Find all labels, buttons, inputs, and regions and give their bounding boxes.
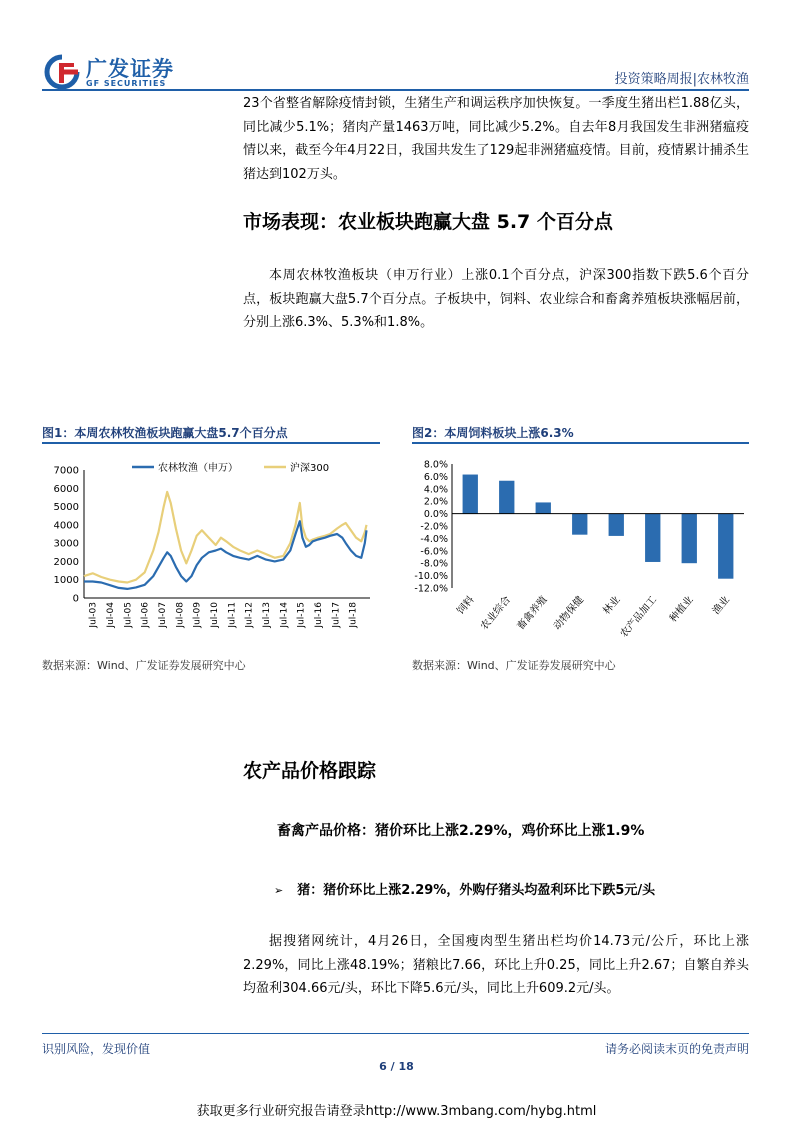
bar-5 [645, 514, 660, 562]
x-tick-label-2: Jul-05 [123, 602, 134, 628]
bar-4 [609, 514, 624, 536]
x-tick-label-4: Jul-07 [158, 602, 168, 628]
subsector-bar-chart [412, 450, 749, 650]
y-tick-label-3: 2.0% [423, 496, 448, 508]
footer-disclaimer: 请务必阅读末页的免责声明 [604, 1042, 749, 1056]
bar-6 [682, 514, 697, 564]
category-label-4: 林业 [601, 594, 623, 617]
x-tick-label-5: Jul-08 [175, 602, 186, 628]
pig-price-paragraph: 据搜猪网统计，4月26日，全国瘦肉型生猪出栏均价14.73元/公斤，环比上涨2.29%，同比上涨48.19%；猪粮比7.66，环比上升0.25，同比上升2.67；自繁自养头均盈利304.66元/头，环比下降5.6元/头，同比上升609.2元/头。 [243, 934, 749, 996]
report-type-label: 投资策略周报|农林牧渔 [614, 72, 749, 87]
x-tick-label-1: Jul-04 [106, 602, 116, 628]
company-logo [42, 52, 182, 92]
bar-0 [463, 475, 478, 514]
category-label-5: 农产品加工 [618, 594, 660, 640]
logo-chinese-name: 广发证券 [86, 57, 174, 81]
index-line-chart [42, 450, 380, 650]
figure2-title: 图2：本周饲料板块上涨6.3% [412, 426, 574, 440]
y-tick-label-0: 0 [72, 593, 79, 605]
y-tick-label-6: 6000 [53, 483, 79, 495]
more-reports-link[interactable]: 获取更多行业研究报告请登录http://www.3mbang.com/hybg.html [196, 1104, 597, 1119]
livestock-price-heading: 畜禽产品价格：猪价环比上涨2.29%，鸡价环比上涨1.9% [277, 823, 645, 839]
intro-paragraph: 23个省整省解除疫情封锁，生猪生产和调运秩序加快恢复。一季度生猪出栏1.88亿头，同比减少5.1%；猪肉产量1463万吨，同比减少5.2%。自去年8月我国发生非洲猪瘟疫情以来，截至今年4月22日，我国共发生了129起非洲猪瘟疫情。目前，疫情累计捕杀生猪达到102万头。 [243, 96, 749, 182]
x-tick-label-15: Jul-18 [348, 602, 359, 628]
category-label-0: 饲料 [455, 594, 477, 617]
legend-label-1: 沪深300 [290, 463, 330, 474]
header-divider [42, 89, 749, 91]
y-tick-label-9: -10.0% [414, 571, 448, 583]
y-tick-label-6: -4.0% [420, 533, 448, 545]
bar-2 [536, 502, 551, 513]
figure2-divider [412, 442, 749, 444]
bar-3 [572, 514, 587, 535]
category-label-7: 渔业 [710, 594, 733, 617]
x-tick-label-3: Jul-06 [140, 602, 151, 628]
bullet-arrow-icon: ➢ [274, 884, 284, 897]
x-tick-label-6: Jul-09 [192, 602, 203, 628]
y-tick-label-0: 8.0% [423, 459, 448, 471]
logo-english-name: GF SECURITIES [86, 79, 167, 88]
y-tick-label-3: 3000 [53, 538, 79, 550]
x-tick-label-14: Jul-17 [331, 602, 342, 628]
footer-slogan: 识别风险，发现价值 [42, 1042, 151, 1056]
figure1-title: 图1：本周农林牧渔板块跑赢大盘5.7个百分点 [42, 426, 288, 440]
x-tick-label-11: Jul-14 [279, 602, 290, 628]
legend-label-0: 农林牧渔（申万） [158, 463, 238, 474]
pig-heading-text: 猪：猪价环比上涨2.29%，外购仔猪头均盈利环比下跌5元/头 [297, 883, 656, 898]
x-tick-label-13: Jul-16 [314, 602, 324, 628]
y-tick-label-8: -8.0% [420, 558, 448, 570]
y-tick-label-10: -12.0% [414, 583, 448, 595]
x-tick-label-7: Jul-10 [210, 602, 220, 628]
bar-1 [499, 481, 514, 514]
figure1-divider [42, 442, 380, 444]
figure1-source: 数据来源：Wind、广发证券发展研究中心 [42, 659, 246, 672]
category-label-3: 动物保健 [551, 594, 587, 633]
x-tick-label-8: Jul-11 [227, 602, 238, 628]
price-section-heading: 农产品价格跟踪 [243, 760, 377, 782]
x-tick-label-0: Jul-03 [88, 602, 99, 628]
category-label-6: 种植业 [667, 594, 696, 625]
gf-logo-icon [42, 54, 82, 90]
x-tick-label-12: Jul-15 [296, 602, 307, 628]
x-tick-label-9: Jul-12 [244, 602, 255, 628]
category-label-1: 农业综合 [478, 594, 514, 633]
market-section-heading: 市场表现：农业板块跑赢大盘 5.7 个百分点 [243, 211, 613, 233]
y-tick-label-1: 6.0% [423, 471, 448, 483]
y-tick-label-7: -6.0% [420, 546, 448, 558]
y-tick-label-2: 4.0% [423, 484, 448, 496]
market-paragraph: 本周农林牧渔板块（申万行业）上涨0.1个百分点，沪深300指数下跌5.6个百分点，板块跑赢大盘5.7个百分点。子板块中，饲料、农业综合和畜禽养殖板块涨幅居前，分别上涨6.3%、5.3%和1.8%。 [243, 268, 749, 330]
y-tick-label-5: 5000 [53, 502, 79, 514]
pig-price-heading [274, 879, 655, 898]
y-tick-label-5: -2.0% [420, 521, 448, 533]
series-line-0 [84, 521, 367, 589]
y-tick-label-4: 0.0% [423, 509, 448, 521]
y-tick-label-7: 7000 [53, 465, 79, 477]
x-tick-label-10: Jul-13 [262, 602, 272, 628]
category-label-2: 畜禽养殖 [515, 594, 550, 633]
bar-7 [718, 514, 733, 579]
page-number: 6 / 18 [379, 1060, 414, 1073]
y-tick-label-4: 4000 [53, 520, 79, 532]
footer-divider [42, 1033, 749, 1034]
figure2-source: 数据来源：Wind、广发证券发展研究中心 [412, 659, 616, 672]
y-tick-label-2: 2000 [53, 556, 79, 568]
y-tick-label-1: 1000 [53, 575, 79, 587]
